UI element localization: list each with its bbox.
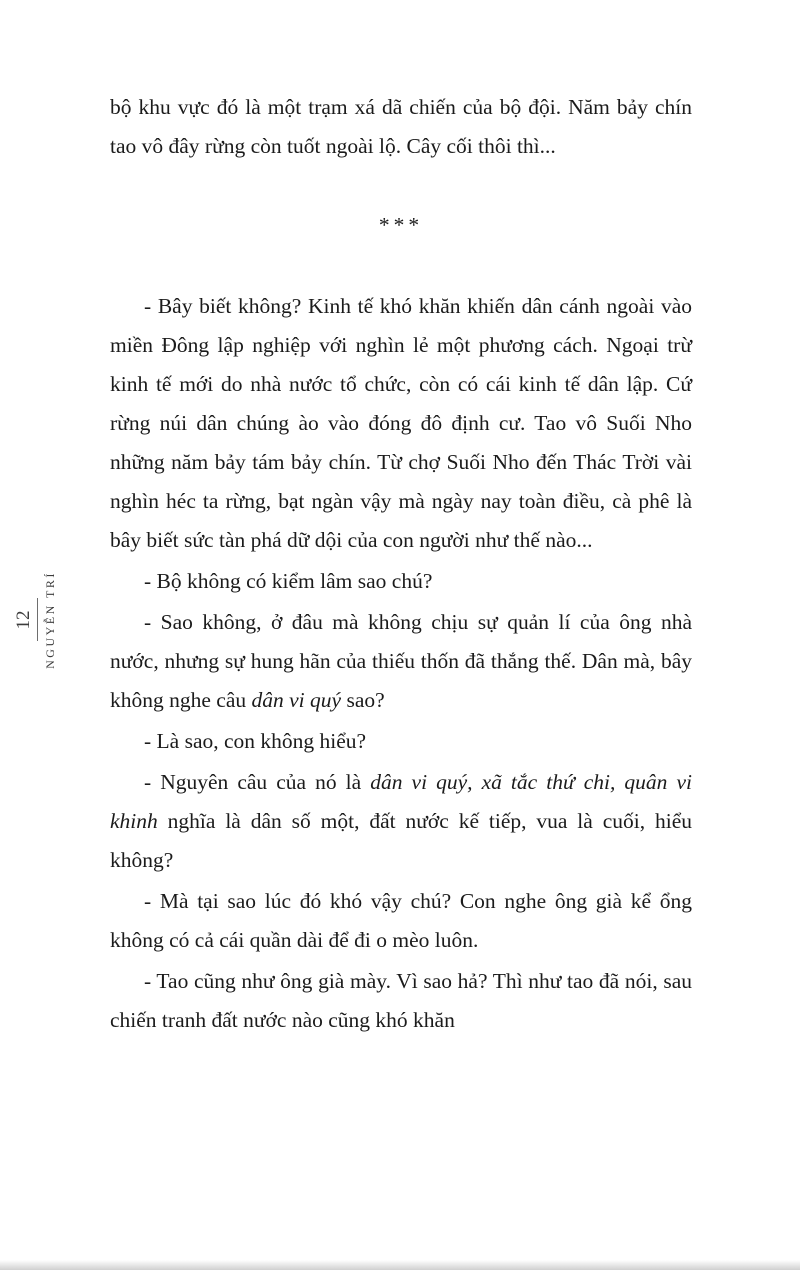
paragraph-dialogue — [110, 763, 692, 880]
text-block — [110, 86, 692, 1042]
italic-phrase: dân vi quý — [251, 688, 342, 712]
italic-phrase: dân vi quý, xã tắc thứ chi, quân vi khinh — [110, 770, 692, 833]
paragraph-dialogue: - Bộ không có kiểm lâm sao chú? — [144, 569, 433, 593]
text-segment: sao? — [341, 688, 385, 712]
text-segment: - Nguyên câu của nó là — [144, 770, 371, 794]
paragraph-dialogue: - Bây biết không? Kinh tế khó khăn khiến dân cánh ngoài vào miền Đông lập nghiệp với nghìn lẻ một phương cách. Ngoại trừ kinh tế mới do nhà nước tổ chức, còn có cái kinh tế dân lập. Cứ rừng núi dân chúng ào vào đóng đô định cư. Tao vô Suối Nho những năm bảy tám bảy chín. Từ chợ Suối Nho đến Thác Trời vài nghìn héc ta rừng, bạt ngàn vậy mà ngày nay toàn điều, cà phê là bây biết sức tàn phá dữ dội của con người như thế nào... — [110, 294, 692, 552]
paragraph-continuation: bộ khu vực đó là một trạm xá dã chiến của bộ đội. Năm bảy chín tao vô đây rừng còn tuốt ngoài lộ. Cây cối thôi thì... — [110, 95, 692, 158]
page-margin-info — [14, 555, 60, 685]
section-separator: *** — [378, 213, 424, 237]
paragraph-dialogue: - Mà tại sao lúc đó khó vậy chú? Con nghe ông già kể ổng không có cả cái quần dài để đi o mèo luôn. — [110, 889, 692, 952]
paragraph-dialogue: - Là sao, con không hiểu? — [144, 729, 367, 753]
text-segment: - Sao không, ở đâu mà không chịu sự quản lí của ông nhà nước, nhưng sự hung hãn của thiếu thốn đã thắng thế. Dân mà, bây không nghe câu — [110, 610, 692, 712]
paragraph-dialogue — [110, 603, 692, 720]
page-number: 12 — [14, 599, 38, 642]
author-name: NGUYỄN TRÍ — [43, 571, 57, 669]
text-segment: nghĩa là dân số một, đất nước kế tiếp, vua là cuối, hiểu không? — [110, 809, 692, 872]
paragraph-dialogue: - Tao cũng như ông già mày. Vì sao hả? Thì như tao đã nói, sau chiến tranh đất nước nào cũng khó khăn — [110, 969, 692, 1032]
